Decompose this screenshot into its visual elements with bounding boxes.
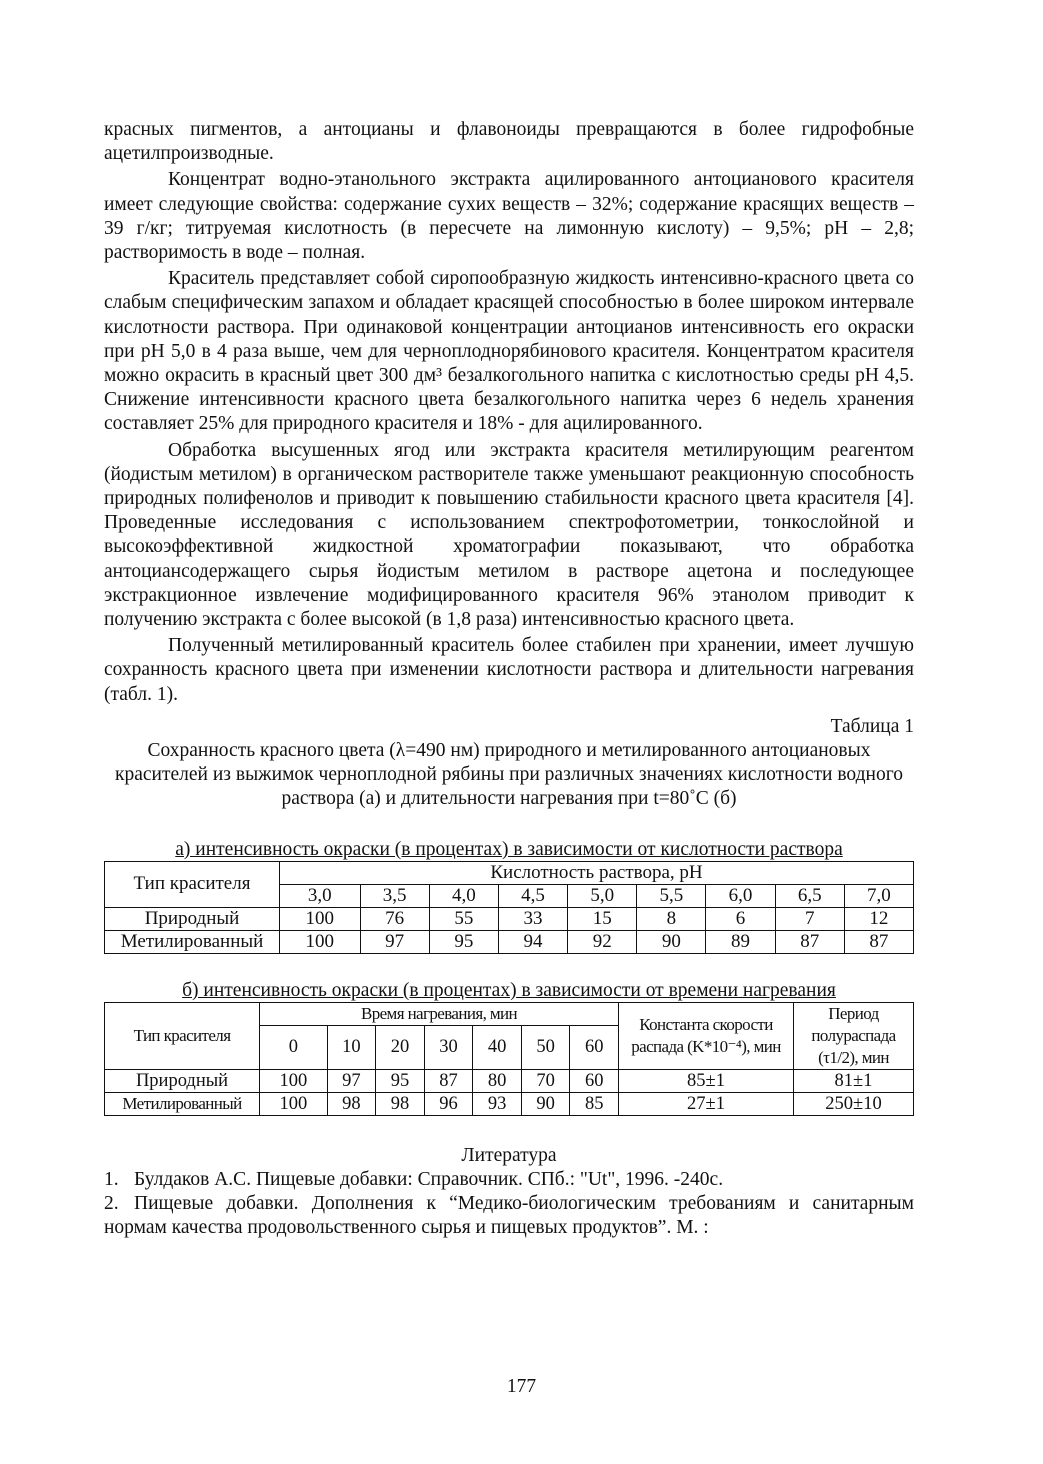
row-label: Метилированный: [105, 930, 280, 953]
table-cell-k: 27±1: [619, 1092, 794, 1115]
table-cell: 100: [260, 1069, 328, 1092]
table-b-col: 0: [260, 1025, 328, 1069]
table-a-type-header: Тип красителя: [105, 861, 280, 907]
row-label: Природный: [105, 907, 280, 930]
table-cell: 87: [844, 930, 913, 953]
table-cell: 100: [280, 907, 361, 930]
table-cell: 95: [429, 930, 498, 953]
page-number: 177: [506, 1376, 537, 1397]
table-b-col: 40: [473, 1025, 522, 1069]
paragraph-1: красных пигментов, а антоцианы и флавоноиды превращаются в более гидрофобные ацетилпроизводные.: [104, 119, 914, 165]
table-cell: 85: [570, 1092, 619, 1115]
table-b-type-header: Тип красителя: [105, 1002, 260, 1069]
table-b-t-header: Период полураспада (τ1/2), мин: [794, 1002, 914, 1069]
table-cell-t: 81±1: [794, 1069, 914, 1092]
table-b-k-header: Константа скорости распада (K*10⁻⁴), мин: [619, 1002, 794, 1069]
table-cell: 33: [498, 907, 567, 930]
table-b-group-header: Время нагревания, мин: [260, 1002, 619, 1025]
table-cell: 55: [429, 907, 498, 930]
paragraph-3: Краситель представляет собой сиропообразную жидкость интенсивно-красного цвета со слабым специфическим запахом и обладает красящей способностью в более широком интервале кислотности раствора. При одинаковой концентрации антоцианов интенсивность его окраски при pH 5,0 в 4 раза выше, чем для черноплоднорябинового красителя. Концентратом красителя можно окрасить в красный цвет 300 дм³ безалкогольного напитка с кислотностью среды pH 4,5. Снижение интенсивности красного цвета безалкогольного напитка через 6 недель хранения составляет 25% для природного красителя и 18% - для ацилированного.: [104, 268, 914, 435]
table-a-col: 6,5: [775, 884, 844, 907]
table-b-col: 60: [570, 1025, 619, 1069]
table-cell: 89: [706, 930, 775, 953]
table-cell: 97: [327, 1069, 376, 1092]
paragraph-2: Концентрат водно-этанольного экстракта ацилированного антоцианового красителя имеет следующие свойства: содержание сухих веществ – 32%; содержание красящих веществ – 39 г/кг; титруемая кислотность (в пересчете на лимонную кислоту) – 9,5%; pH – 2,8; растворимость в воде – полная.: [104, 169, 914, 264]
table-a-col: 4,5: [498, 884, 567, 907]
literature-title: Литература: [461, 1144, 557, 1166]
paragraph-4: Обработка высушенных ягод или экстракта красителя метилирующим реагентом (йодистым метилом) в органическом растворителе также уменьшают реакционную способность природных полифенолов и приводит к повышению стабильности красного цвета красителя [4]. Проведенные исследования с использованием спектрофотометрии, тонкослойной и высокоэффективной жидкостной хроматографии показывают, что обработка антоциансодержащего сырья йодистым метилом в растворе ацетона и последующее экстракционное извлечение модифицированного красителя 96% этанолом приводит к получению экстракта с более высокой (в 1,8 раза) интенсивностью красного цвета.: [104, 439, 914, 631]
table-a-col: 3,5: [360, 884, 429, 907]
table-cell: 94: [498, 930, 567, 953]
row-label: Метилированный: [105, 1092, 260, 1115]
table-a-col: 3,0: [280, 884, 361, 907]
table-a-col: 6,0: [706, 884, 775, 907]
table-row: [105, 930, 914, 953]
table-cell: 92: [568, 930, 637, 953]
table-cell-k: 85±1: [619, 1069, 794, 1092]
table-row: [105, 907, 914, 930]
row-label: Природный: [105, 1069, 260, 1092]
table-a-col: 7,0: [844, 884, 913, 907]
table-cell: 98: [327, 1092, 376, 1115]
table-cell: 15: [568, 907, 637, 930]
table-b-col: 30: [424, 1025, 473, 1069]
table-cell: 60: [570, 1069, 619, 1092]
literature-item-number: 1.: [104, 1168, 119, 1190]
table-cell: 96: [424, 1092, 473, 1115]
table-cell: 100: [280, 930, 361, 953]
table-cell: 87: [424, 1069, 473, 1092]
table-cell: 98: [376, 1092, 425, 1115]
page-body: [104, 118, 914, 1240]
table-a: [104, 861, 914, 954]
table-cell: 6: [706, 907, 775, 930]
table-a-col: 4,0: [429, 884, 498, 907]
literature-item-text: Пищевые добавки. Дополнения к “Медико-биологическим требованиям и санитарным нормам качества продовольственного сырья и пищевых продуктов”. М. :: [104, 1192, 914, 1238]
literature-item-1: [104, 1168, 914, 1192]
table-row: [105, 1069, 914, 1092]
table-cell: 97: [360, 930, 429, 953]
table-b-caption: б) интенсивность окраски (в процентах) в зависимости от времени нагревания: [182, 979, 836, 1001]
table-cell: 70: [521, 1069, 570, 1092]
table-a-col: 5,0: [568, 884, 637, 907]
table-cell: 93: [473, 1092, 522, 1115]
table-cell: 95: [376, 1069, 425, 1092]
table-cell: 80: [473, 1069, 522, 1092]
literature-item-2: [104, 1192, 914, 1240]
table-b-col: 20: [376, 1025, 425, 1069]
table-b-col: 50: [521, 1025, 570, 1069]
table-label: Таблица 1: [830, 715, 914, 737]
table-caption: Сохранность красного цвета (λ=490 нм) природного и метилированного антоциановых красителей из выжимок черноплодной рябины при различных значениях кислотности водного раствора (а) и длительности нагревания при t=80˚С (б): [115, 739, 903, 809]
table-a-col: 5,5: [637, 884, 706, 907]
table-cell: 76: [360, 907, 429, 930]
table-cell: 90: [521, 1092, 570, 1115]
table-cell: 12: [844, 907, 913, 930]
table-b: [104, 1002, 914, 1116]
table-b-col: 10: [327, 1025, 376, 1069]
table-cell-t: 250±10: [794, 1092, 914, 1115]
table-cell: 100: [260, 1092, 328, 1115]
literature-item-text: Булдаков А.С. Пищевые добавки: Справочник. СПб.: "Ut", 1996. -240с.: [134, 1168, 724, 1190]
table-cell: 90: [637, 930, 706, 953]
table-cell: 8: [637, 907, 706, 930]
table-row: [105, 1092, 914, 1115]
table-a-group-header: Кислотность раствора, pH: [280, 861, 914, 884]
table-cell: 7: [775, 907, 844, 930]
table-cell: 87: [775, 930, 844, 953]
literature-item-number: 2.: [104, 1192, 119, 1214]
paragraph-5: Полученный метилированный краситель более стабилен при хранении, имеет лучшую сохранность красного цвета при изменении кислотности раствора и длительности нагревания (табл. 1).: [104, 635, 914, 705]
table-a-caption: а) интенсивность окраски (в процентах) в зависимости от кислотности раствора: [175, 838, 843, 860]
